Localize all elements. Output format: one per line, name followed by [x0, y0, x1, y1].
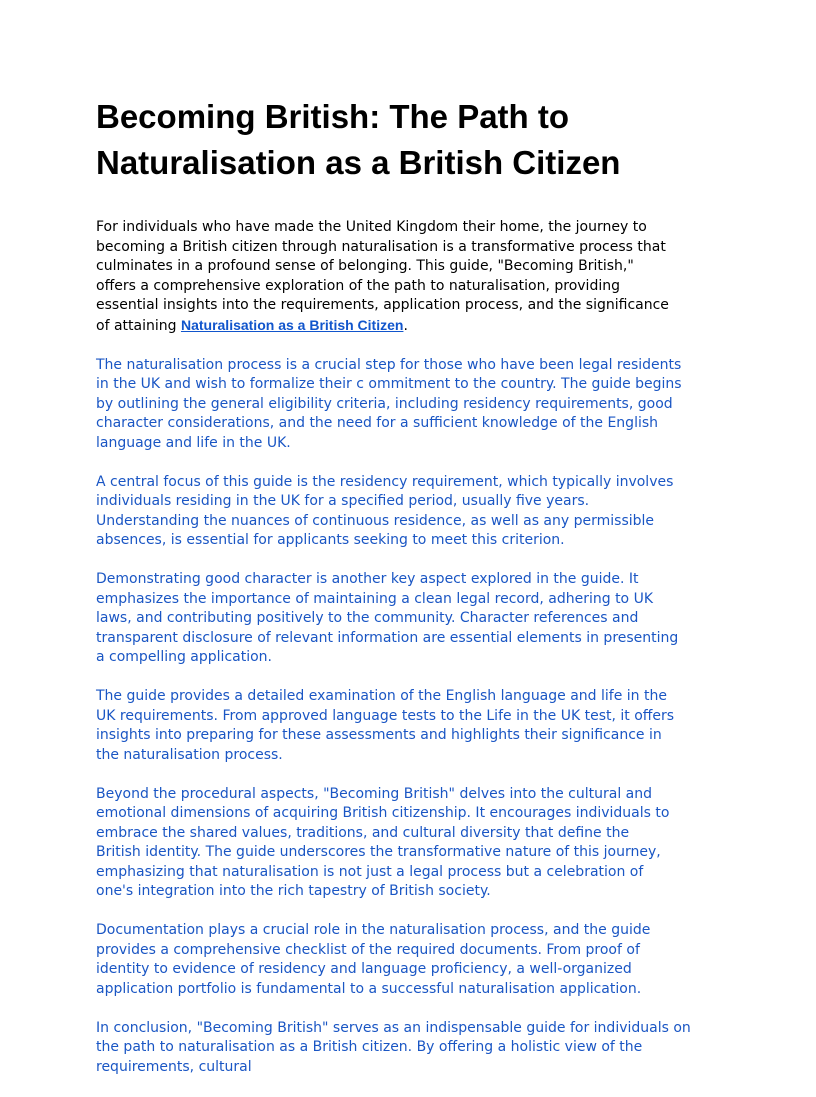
paragraph-good-character: Demonstrating good character is another key aspect explored in the guide. It emphasizes the importance of maintaining a clean legal record, adhering to UK laws, and contributing positively to the community. Character references and transparent disclosure of relevant information are essential elements in presenting a compelling application. [96, 571, 679, 665]
intro-trailing: . [403, 317, 408, 334]
intro-text: For individuals who have made the United Kingdom their home, the journey to becoming a British citizen through naturalisation is a transformative process that culminates in a profound sense of belonging. This guide, "Becoming British," offers a comprehensive exploration of the path to naturalisation, providing essential insights into the requirements, application process, and the significance of attaining [96, 219, 669, 334]
paragraph-cultural-dimensions: Beyond the procedural aspects, "Becoming British" delves into the cultural and emotional dimensions of acquiring British citizenship. It encourages individuals to embrace the shared values, traditions, and cultural diversity that define the British identity. The guide underscores the transformative nature of this journey, emphasizing that naturalisation is not just a legal process but a celebration of one's integration into the rich tapestry of British society. [96, 785, 670, 899]
paragraph-conclusion: In conclusion, "Becoming British" serves as an indispensable guide for individuals on the path to naturalisation as a British citizen. By offering a holistic view of the requirements, cultural [96, 1019, 691, 1075]
document-body [96, 94, 720, 1097]
paragraph-english-language: The guide provides a detailed examination of the English language and life in the UK requirements. From approved language tests to the Life in the UK test, it offers insights into preparing for these assessments and highlights their significance in the naturalisation process. [96, 688, 675, 763]
paragraph-documentation: Documentation plays a crucial role in the naturalisation process, and the guide provides a comprehensive checklist of the required documents. From proof of identity to evidence of residency and language proficiency, a well-organized application portfolio is fundamental to a successful naturalisation application. [96, 922, 651, 997]
page-title: Becoming British: The Path to Naturalisation as a British Citizen [96, 98, 621, 181]
paragraph-residency-requirement: A central focus of this guide is the residency requirement, which typically involves individuals residing in the UK for a specified period, usually five years. Understanding the nuances of continuous residence, as well as any permissible absences, is essential for applicants seeking to meet this criterion. [96, 473, 674, 548]
naturalisation-link[interactable]: Naturalisation as a British Citizen [180, 316, 404, 333]
intro-paragraph [96, 218, 720, 336]
paragraph-naturalisation-process: The naturalisation process is a crucial step for those who have been legal residents in the UK and wish to formalize their c ommitment to the country. The guide begins by outlining the general eligibility criteria, including residency requirements, good character considerations, and the need for a sufficient knowledge of the English language and life in the UK. [96, 356, 682, 451]
